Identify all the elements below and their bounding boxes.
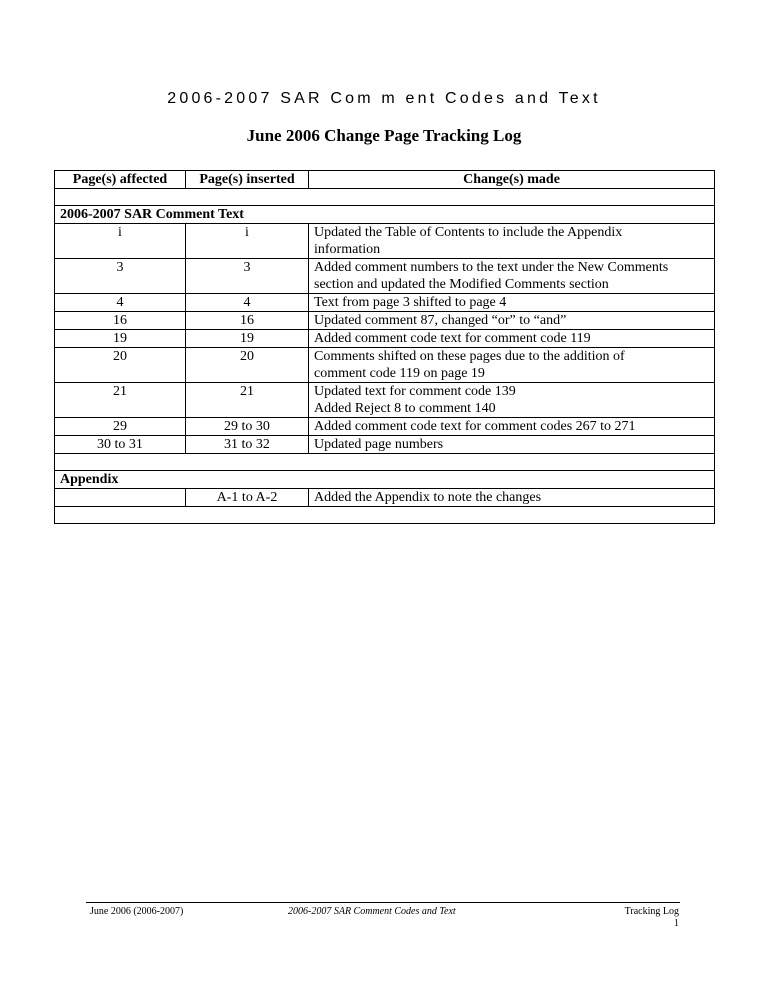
table-row: [55, 224, 715, 259]
change-cell: [309, 436, 715, 454]
change-line: Updated the Table of Contents to include the Appendix: [314, 225, 623, 240]
change-cell: [309, 312, 715, 330]
header-row: [55, 171, 715, 189]
section-label: Appendix: [55, 471, 715, 489]
change-line: Updated comment 87, changed “or” to “and”: [314, 313, 567, 328]
inserted-cell: A-1 to A-2: [186, 489, 309, 507]
affected-cell: 21: [55, 383, 186, 418]
footer-document-name: 2006-2007 SAR Comment Codes and Text: [288, 906, 456, 917]
inserted-cell: 16: [186, 312, 309, 330]
footer-section: [560, 906, 679, 930]
inserted-cell: 19: [186, 330, 309, 348]
change-cell: [309, 259, 715, 294]
change-line: Comments shifted on these pages due to the addition of: [314, 349, 625, 364]
col-header-affected: Page(s) affected: [55, 171, 186, 189]
affected-cell: i: [55, 224, 186, 259]
affected-cell: 30 to 31: [55, 436, 186, 454]
section-header-row: [55, 471, 715, 489]
footer-divider: [86, 902, 680, 903]
footer-section-label: Tracking Log: [624, 906, 679, 917]
inserted-cell: 21: [186, 383, 309, 418]
table-row: [55, 259, 715, 294]
spacer-row: [55, 507, 715, 524]
table-row: [55, 312, 715, 330]
affected-cell: 29: [55, 418, 186, 436]
change-line: Updated page numbers: [314, 437, 444, 452]
affected-cell: 3: [55, 259, 186, 294]
inserted-cell: 31 to 32: [186, 436, 309, 454]
tracking-log-table: [54, 170, 715, 524]
document-title: 2006-2007 SAR Com m ent Codes and Text: [167, 90, 601, 107]
change-cell: [309, 294, 715, 312]
spacer-row: [55, 189, 715, 206]
change-line: Added comment numbers to the text under the New Comments: [314, 260, 669, 275]
change-line: comment code 119 on page 19: [314, 366, 485, 381]
change-line: Added the Appendix to note the changes: [314, 490, 542, 505]
col-header-inserted: Page(s) inserted: [186, 171, 309, 189]
inserted-cell: 20: [186, 348, 309, 383]
change-line: information: [314, 242, 381, 257]
affected-cell: [55, 489, 186, 507]
table-row: [55, 294, 715, 312]
affected-cell: 4: [55, 294, 186, 312]
change-line: section and updated the Modified Comments section: [314, 277, 609, 292]
table-row: [55, 330, 715, 348]
change-cell: [309, 348, 715, 383]
inserted-cell: 3: [186, 259, 309, 294]
col-header-change: Change(s) made: [309, 171, 715, 189]
affected-cell: 20: [55, 348, 186, 383]
change-cell: [309, 330, 715, 348]
change-line: Updated text for comment code 139: [314, 384, 516, 399]
table-row: [55, 489, 715, 507]
change-line: Added comment code text for comment codes 267 to 271: [314, 419, 636, 434]
change-line: Text from page 3 shifted to page 4: [314, 295, 507, 310]
section-label: 2006-2007 SAR Comment Text: [55, 206, 715, 224]
inserted-cell: i: [186, 224, 309, 259]
table-row: [55, 383, 715, 418]
change-cell: [309, 224, 715, 259]
section-header-row: [55, 206, 715, 224]
inserted-cell: 4: [186, 294, 309, 312]
inserted-cell: 29 to 30: [186, 418, 309, 436]
affected-cell: 16: [55, 312, 186, 330]
change-cell: [309, 418, 715, 436]
change-cell: [309, 489, 715, 507]
spacer-row: [55, 454, 715, 471]
table-row: [55, 418, 715, 436]
change-cell: [309, 383, 715, 418]
table-row: [55, 348, 715, 383]
footer-date: June 2006 (2006-2007): [90, 906, 184, 917]
page-number: 1: [674, 918, 679, 929]
affected-cell: 19: [55, 330, 186, 348]
change-line: Added comment code text for comment code 119: [314, 331, 591, 346]
table-row: [55, 436, 715, 454]
change-line: Added Reject 8 to comment 140: [314, 401, 496, 416]
log-title: June 2006 Change Page Tracking Log: [246, 126, 522, 145]
